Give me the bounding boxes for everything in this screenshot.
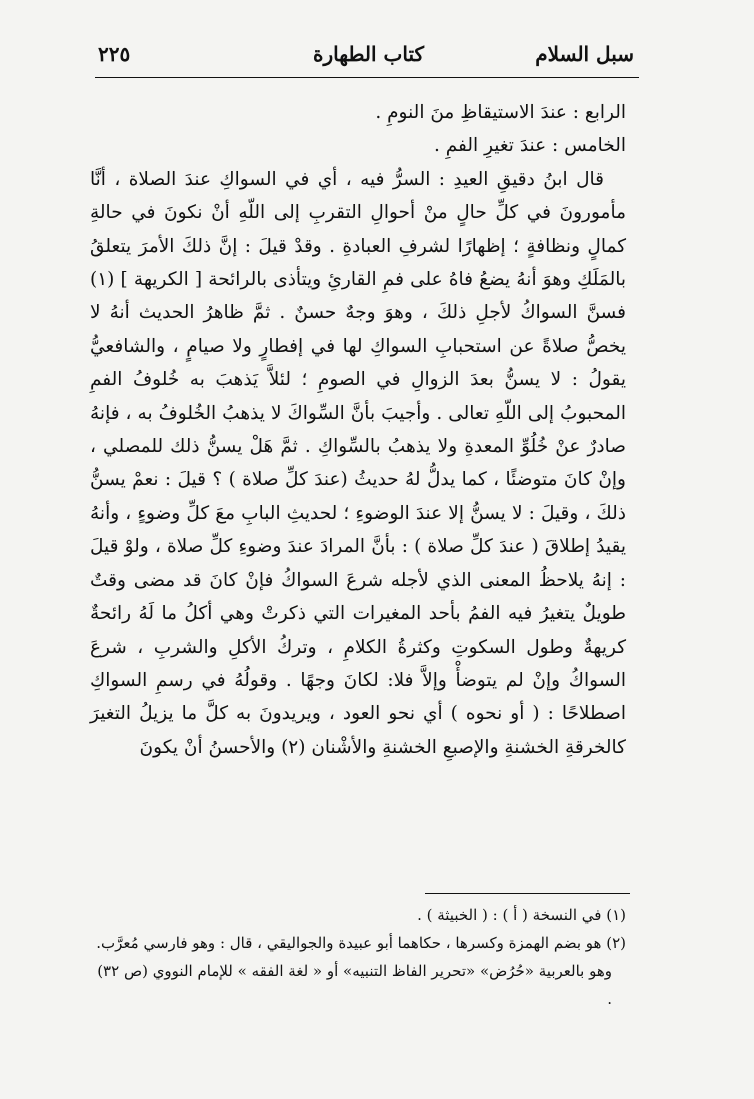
item-fifth: الخامس : عندَ تغيرِ الفمِ . — [433, 135, 626, 157]
chapter-title: كتاب الطهارة — [313, 42, 424, 66]
footnote-1: (١) في النسخة ( أ ) : ( الخبيثة ) . — [417, 906, 626, 924]
footnote-2: (٢) هو بضم الهمزة وكسرها ، حكاهما أبو عبيدة والجواليقي ، قال : وهو فارسي مُعرَّب. — [96, 934, 626, 952]
item-fourth: الرابع : عندَ الاستيقاظِ منَ النومِ . — [375, 102, 626, 123]
footnotes — [92, 901, 626, 1013]
header-rule — [95, 77, 639, 78]
footnote-2-continued: وهو بالعربية «حُرُض» «تحرير الفاظ التنبيه» أو « لغة الفقه » للإمام النووي (ص ٣٢) . — [97, 962, 612, 1008]
running-header — [98, 42, 634, 78]
page-number: ٢٢٥ — [98, 42, 131, 66]
commentary-paragraph: قال ابنُ دقيقِ العيدِ : السرُّ فيه ، أي في السواكِ عندَ الصلاة ، أنَّا مأمورونَ في كلِّ حالٍ منْ أحوالِ التقربِ إلى اللّهِ أنْ نكونَ في حالةِ كمالٍ ونظافةٍ ؛ إظهارًا لشرفِ العبادةِ . وقدْ قيلَ : إنَّ ذلكَ الأمرَ يتعلقُ بالمَلَكِ وهوَ أنهُ يضعُ فاهُ على فمِ القارئِ ويتأذى بالرائحة [ الكريهة ] (١) فسنَّ السواكُ لأجلِ ذلكَ ، وهوَ وجهٌ حسنٌ . ثمَّ ظاهرُ الحديث أنهُ لا يخصُّ صلاةً عن استحبابِ السواكِ لها في إفطارٍ ولا صيامٍ ، والشافعيُّ يقولُ : لا يسنُّ بعدَ الزوالِ في الصومِ ؛ لئلاَّ يَذهبَ به خُلوفُ الفمِ المحبوبُ إلى اللّهِ تعالى . وأجيبَ بأنَّ السِّواكَ لا يذهبُ الخُلوفُ به ، فإنهُ صادرٌ عنْ خُلُوِّ المعدةِ ولا يذهبُ بالسِّواكِ . ثمَّ هَلْ يسنُّ ذلك للمصلي ، وإنْ كانَ متوضئًا ، كما يدلُّ لهُ حديثُ (عندَ كلِّ صلاة ) ؟ قيلَ : نعمْ يسنُّ ذلكَ ، وقيلَ : لا يسنُّ إلا عندَ الوضوءِ ؛ لحديثِ البابِ معَ كلِّ وضوءٍ ، وأنهُ يقيدُ إطلاقَ ( عندَ كلِّ صلاة ) : بأنَّ المرادَ عندَ وضوءِ كلِّ صلاة ، ولوْ قيلَ : إنهُ يلاحظُ المعنى الذي لأجله شرعَ السواكُ فإنْ كانَ قد مضى وقتٌ طويلٌ يتغيرُ فيه الفمُ بأحد المغيرات التي ذكرتْ وهي أكلُ ما لَهُ رائحةٌ كريهةٌ وطول السكوتِ وكثرةُ الكلامِ ، وتركُ الأكلِ والشربِ ، شرعَ السواكُ وإنْ لم يتوضأْ وإلاَّ فلا: لكانَ وجهًا . وقولُهُ في رسمِ السواكِ اصطلاحًا : ( أو نحوه ) أي نحو العود ، ويريدونَ به كلَّ ما يزيلُ التغيرَ كالخرقةِ الخشنةِ والإصبعِ الخشنةِ والأشْنان (٢) والأحسنُ أنْ يكونَ — [90, 168, 626, 758]
main-text — [90, 96, 626, 764]
book-title: سبل السلام — [535, 42, 634, 66]
footnote-separator — [425, 893, 630, 894]
